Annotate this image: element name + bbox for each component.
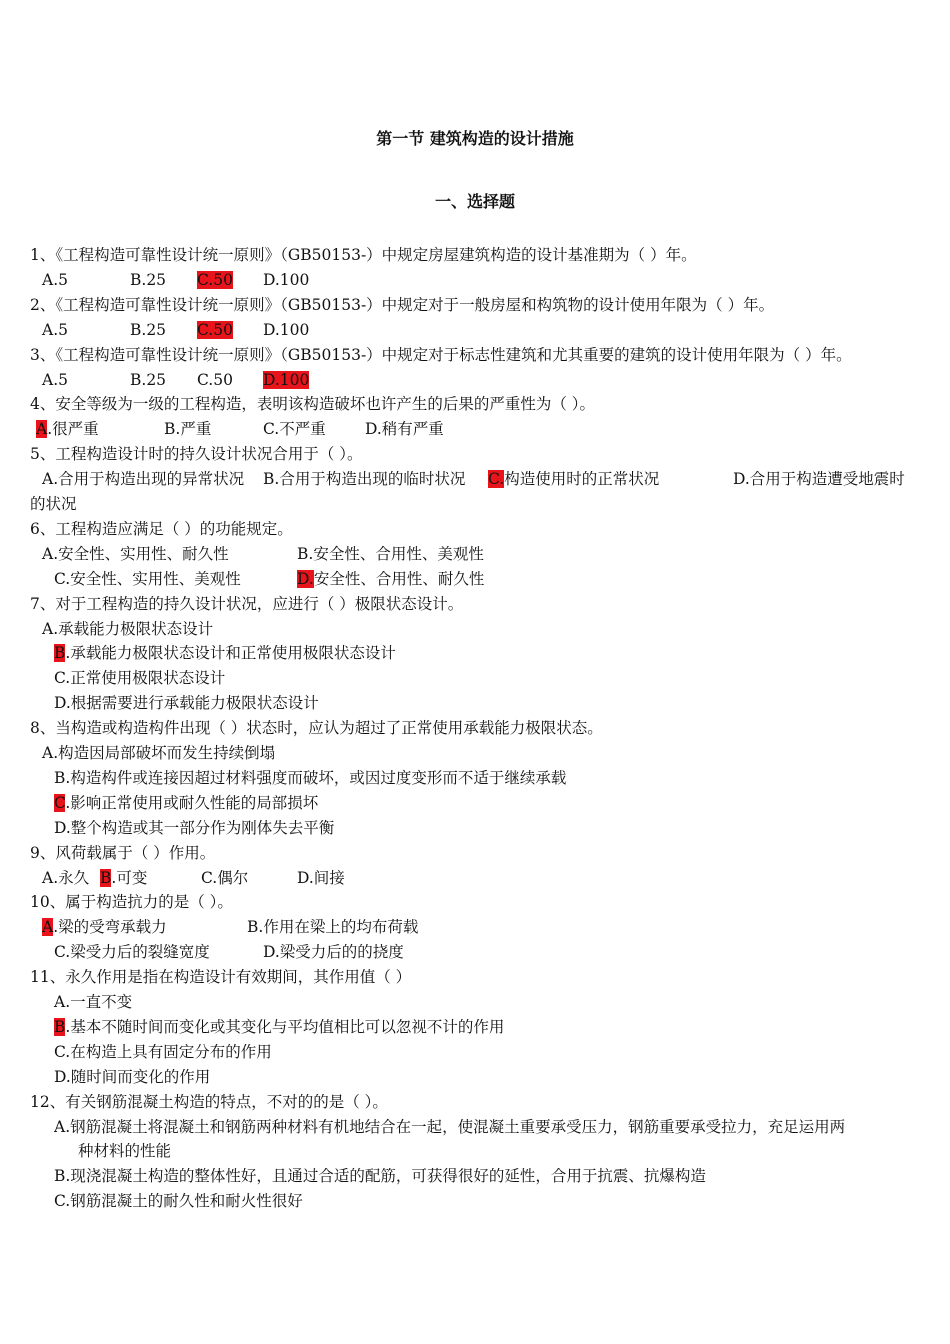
- text-line: 9、风荷载属于（ ）作用。: [30, 843, 216, 862]
- text-line: C.钢筋混凝土的耐久性和耐火性很好: [54, 1192, 303, 1211]
- text-line: D.整个构造或其一部分作为刚体失去平衡: [54, 818, 335, 837]
- option: [263, 467, 465, 492]
- option: [130, 368, 166, 393]
- text-line: A.构造因局部破坏而发生持续倒塌: [42, 744, 276, 762]
- text-line: 2、《工程构造可靠性设计统一原则》（GB50153-）中规定对于一般房屋和构筑物的设计使用年限为（ ）年。: [30, 295, 775, 314]
- option: [42, 368, 68, 393]
- option-label: C.梁受力后的裂缝宽度: [54, 943, 210, 962]
- text-line: 7、对于工程构造的持久设计状况，应进行（ ）极限状态设计。: [30, 594, 464, 613]
- answer-option-line: [54, 1015, 504, 1040]
- option-label: B.安全性、合用性、美观性: [297, 544, 484, 563]
- option-label: C.50: [197, 370, 233, 389]
- option-label: D.100: [263, 270, 310, 289]
- answer-highlight: C.: [488, 470, 505, 489]
- answer-highlight: C: [54, 793, 66, 812]
- option: [42, 866, 89, 891]
- page-title: 第一节 建筑构造的设计措施: [376, 129, 574, 148]
- option: [197, 318, 233, 343]
- option-text: .很严重: [47, 420, 99, 439]
- text-line: 1、《工程构造可靠性设计统一原则》（GB50153-）中规定房屋建筑构造的设计基准期为（ ）年。: [30, 246, 697, 264]
- option: [263, 268, 309, 293]
- answer-highlight: D.100: [263, 370, 310, 389]
- option-label: A.合用于构造出现的异常状况: [42, 470, 245, 489]
- answer-highlight: C.50: [197, 270, 233, 289]
- option: [42, 318, 68, 343]
- option: [42, 915, 167, 940]
- option-label: D.合用于构造遭受地震时: [733, 470, 905, 489]
- option: [365, 417, 444, 442]
- option: [130, 268, 166, 293]
- option: [164, 417, 211, 442]
- answer-highlight: A: [36, 420, 48, 439]
- option: [130, 318, 166, 343]
- option: [263, 940, 404, 965]
- option: [263, 417, 326, 442]
- answer-highlight: D.: [297, 569, 314, 588]
- option-label: A.安全性、实用性、耐久性: [42, 544, 229, 563]
- option: [42, 542, 229, 567]
- option: [733, 467, 905, 492]
- text-line: C.正常使用极限状态设计: [54, 669, 226, 688]
- option-text: 安全性、合用性、耐久性: [313, 569, 485, 588]
- answer-highlight: B: [54, 644, 66, 663]
- option-text: .基本不随时间而变化或其变化与平均值相比可以忽视不计的作用: [65, 1017, 505, 1036]
- option-label: D.100: [263, 320, 310, 339]
- option-label: A.5: [42, 370, 68, 389]
- text-line: A.一直不变: [54, 993, 133, 1011]
- option-label: B.严重: [164, 420, 212, 439]
- option: [54, 940, 210, 965]
- option: [263, 368, 309, 393]
- option-label: B.25: [130, 270, 167, 289]
- option-label: C.不严重: [263, 420, 326, 439]
- text-line: B.现浇混凝土构造的整体性好，且通过合适的配筋，可获得很好的延性，合用于抗震、抗爆构造: [54, 1167, 706, 1186]
- text-line: D.根据需要进行承载能力极限状态设计: [54, 694, 319, 713]
- text-line: 10、属于构造抗力的是（ ）。: [30, 893, 233, 912]
- option-label: B.25: [130, 320, 167, 339]
- text-line: 种材料的性能: [78, 1142, 172, 1161]
- option-text: .承载能力极限状态设计和正常使用极限状态设计: [65, 644, 396, 663]
- option-label: A.5: [42, 270, 68, 289]
- answer-highlight: B: [100, 868, 112, 887]
- text-line: D.随时间而变化的作用: [54, 1067, 211, 1086]
- text-line: 5、工程构造设计时的持久设计状况合用于（ ）。: [30, 445, 363, 464]
- answer-highlight: C.50: [197, 320, 233, 339]
- option: [36, 417, 99, 442]
- answer-highlight: A: [42, 918, 54, 937]
- section-title: 一、选择题: [434, 192, 515, 211]
- option-label: C.安全性、实用性、美观性: [54, 569, 241, 588]
- text-line: B.构造构件或连接因超过材料强度而破坏，或因过度变形而不适于继续承载: [54, 768, 567, 787]
- text-line: 4、安全等级为一级的工程构造，表明该构造破坏也许产生的后果的严重性为（ ）。: [30, 395, 596, 414]
- option-text: .梁的受弯承载力: [53, 918, 167, 937]
- text-line: A.承载能力极限状态设计: [42, 619, 214, 638]
- text-line: 11、永久作用是指在构造设计有效期间，其作用值（ ）: [30, 968, 412, 987]
- text-line: 8、当构造或构造构件出现（ ）状态时，应认为超过了正常使用承载能力极限状态。: [30, 719, 603, 738]
- option-text: 构造使用时的正常状况: [504, 470, 660, 489]
- option-label: B.25: [130, 370, 167, 389]
- text-line: A.钢筋混凝土将混凝土和钢筋两种材料有机地结合在一起，使混凝土重要承受压力，钢筋重要承受拉力，充足运用两: [54, 1117, 846, 1136]
- option: [297, 866, 345, 891]
- option: [297, 542, 484, 567]
- text-line: 3、《工程构造可靠性设计统一原则》（GB50153-）中规定对于标志性建筑和尤其重要的建筑的设计使用年限为（ ）年。: [30, 345, 852, 364]
- option-label: C.偶尔: [201, 868, 249, 887]
- option-text: .影响正常使用或耐久性能的局部损坏: [65, 793, 319, 812]
- text-line: 6、工程构造应满足（ ）的功能规定。: [30, 519, 293, 538]
- option: [297, 567, 484, 592]
- option: [201, 866, 248, 891]
- text-line: C.在构造上具有固定分布的作用: [54, 1042, 272, 1061]
- option-text: .可变: [111, 868, 148, 887]
- option: [197, 268, 233, 293]
- option: [100, 866, 147, 891]
- answer-option-line: [54, 641, 396, 666]
- option: [42, 268, 68, 293]
- option-label: A.永久: [42, 868, 90, 887]
- text-line: 的状况: [30, 495, 77, 513]
- option: [42, 467, 244, 492]
- option-label: D.梁受力后的的挠度: [263, 943, 404, 962]
- option-label: D.间接: [297, 868, 345, 887]
- option: [263, 318, 309, 343]
- option: [488, 467, 659, 492]
- option-label: A.5: [42, 320, 68, 339]
- option: [54, 567, 241, 592]
- option: [247, 915, 418, 940]
- answer-highlight: B: [54, 1017, 66, 1036]
- option-label: B.作用在梁上的均布荷载: [247, 918, 419, 937]
- option: [197, 368, 233, 393]
- option-label: D.稍有严重: [365, 420, 444, 439]
- option-label: B.合用于构造出现的临时状况: [263, 470, 466, 489]
- answer-option-line: [54, 791, 318, 816]
- text-line: 12、有关钢筋混凝土构造的特点，不对的的是（ ）。: [30, 1092, 388, 1111]
